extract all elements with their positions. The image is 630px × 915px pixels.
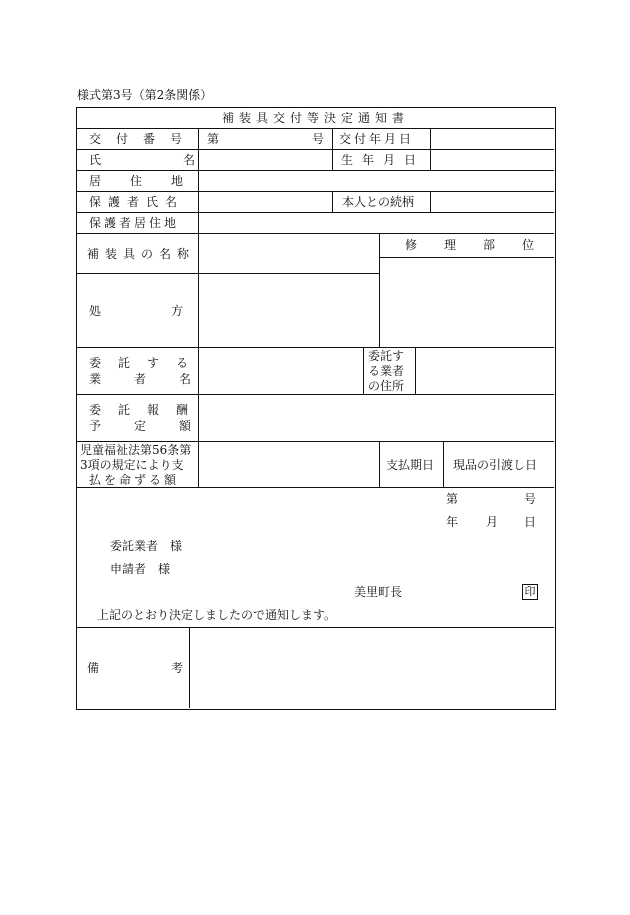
issuer: 美里町長 xyxy=(354,585,403,599)
payment-date-label: 支払期日 xyxy=(386,458,435,472)
rule xyxy=(77,441,554,442)
seal-mark: 印 xyxy=(522,584,538,600)
contractor-address-label-line1: 委託す xyxy=(368,349,405,363)
form-caption: 様式第3号（第2条関係） xyxy=(77,88,213,102)
rule xyxy=(363,347,364,394)
guardian-name-label: 保護者氏名 xyxy=(89,195,185,209)
notice-date-year: 年 xyxy=(446,515,459,529)
issue-number-suffix: 号 xyxy=(312,132,325,146)
contractor-label-line2: 業者名 xyxy=(89,372,225,386)
law-label-line2: 3項の規定により支 xyxy=(80,458,184,472)
form-title: 補装具交付等決定通知書 xyxy=(221,111,409,125)
fee-label-line2: 予定額 xyxy=(89,419,225,433)
fee-label-line1: 委託報酬 xyxy=(89,403,206,417)
rule xyxy=(379,233,380,347)
contractor-address-label-line2: る業者 xyxy=(368,364,405,378)
rule xyxy=(77,191,554,192)
rule xyxy=(415,347,416,394)
rule xyxy=(379,441,380,487)
rule xyxy=(332,149,333,170)
decision-notice-form xyxy=(76,107,562,710)
notice-date-month: 月 xyxy=(486,515,499,529)
guardian-address-label: 保護者居住地 xyxy=(89,216,180,230)
rule xyxy=(77,487,554,488)
issue-date-label: 交付年月日 xyxy=(339,132,415,146)
rule xyxy=(379,257,554,258)
rule xyxy=(77,394,554,395)
delivery-date-label: 現品の引渡し日 xyxy=(453,458,538,472)
rule xyxy=(77,170,554,171)
rule xyxy=(77,347,554,348)
rule xyxy=(77,273,379,274)
contractor-label-line1: 委託する xyxy=(89,356,206,370)
rule xyxy=(443,441,444,487)
addressee-applicant: 申請者 様 xyxy=(110,562,171,576)
rule xyxy=(332,128,333,149)
rule xyxy=(430,191,431,212)
rule xyxy=(430,128,431,170)
rule xyxy=(77,149,554,150)
device-name-label: 補装具の名称 xyxy=(87,247,196,261)
addressee-contractor: 委託業者 様 xyxy=(110,539,183,553)
law-label-line3: 払を命ずる額 xyxy=(89,473,180,487)
law-label-line1: 児童福祉法第56条第 xyxy=(80,443,192,457)
issue-number-prefix: 第 xyxy=(207,132,220,146)
prescription-label: 処方 xyxy=(89,304,254,318)
notice-number-suffix: 号 xyxy=(524,492,537,506)
rule xyxy=(77,212,554,213)
relation-label: 本人との続柄 xyxy=(342,195,415,209)
issue-number-label: 交付番号 xyxy=(89,132,198,146)
rule xyxy=(198,212,199,233)
contractor-address-label-line3: の住所 xyxy=(368,379,405,393)
rule xyxy=(77,233,554,234)
notice-date-day: 日 xyxy=(524,515,537,529)
notice-body: 上記のとおり決定しましたので通知します。 xyxy=(97,608,337,622)
rule xyxy=(77,128,554,129)
name-label: 氏名 xyxy=(89,153,278,167)
rule xyxy=(332,191,333,212)
address-label: 居住地 xyxy=(89,174,213,188)
rule xyxy=(198,128,199,212)
birth-date-label: 生年月日 xyxy=(341,153,426,167)
repair-part-label: 修理部位 xyxy=(405,238,562,252)
remarks-label: 備考 xyxy=(87,661,256,675)
rule xyxy=(77,627,554,628)
notice-number-prefix: 第 xyxy=(446,492,459,506)
